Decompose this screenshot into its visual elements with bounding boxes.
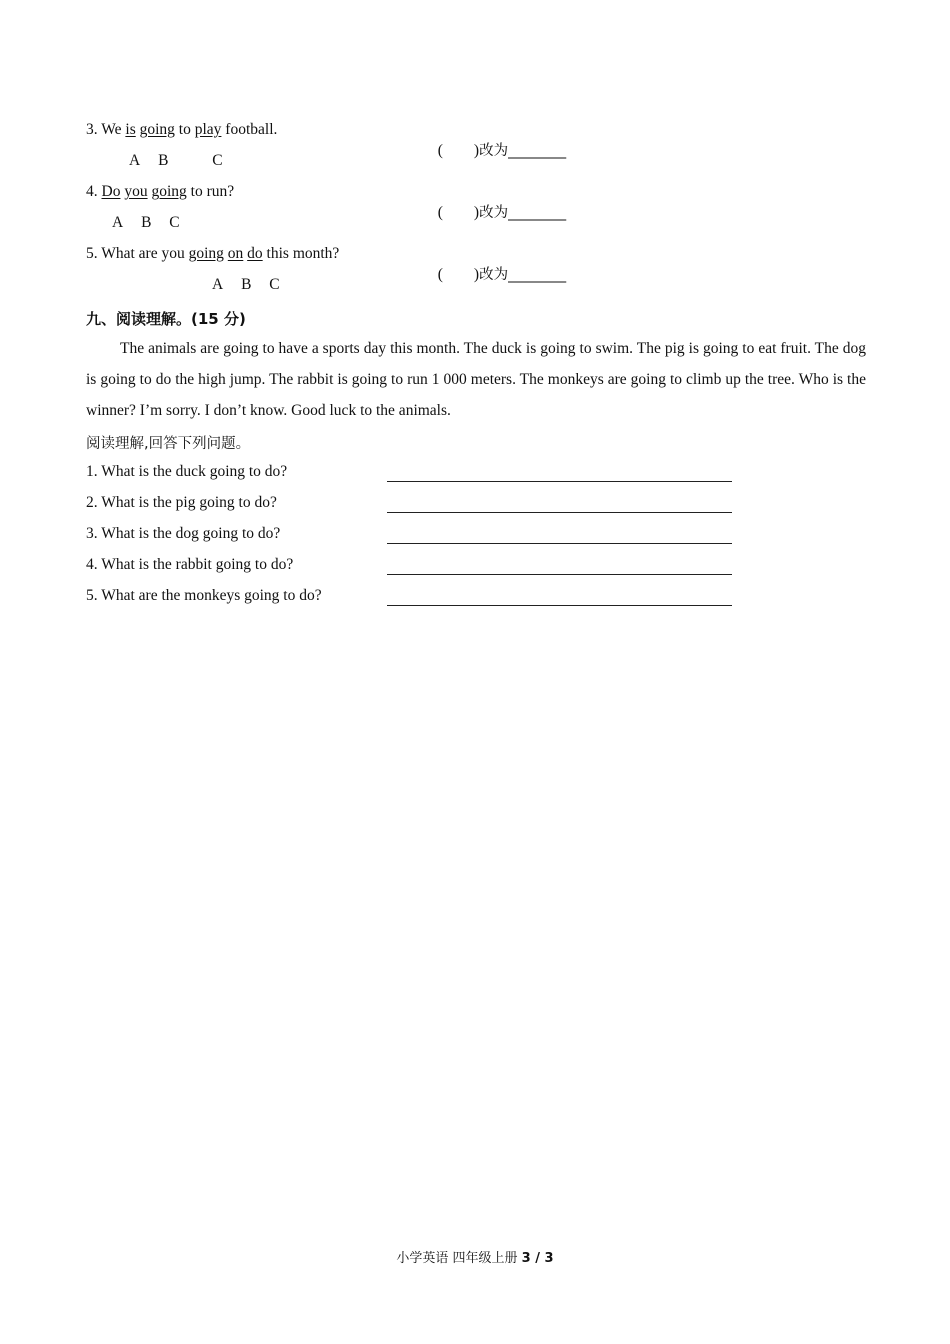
error-item-4 [86,183,234,201]
options-row-3: A B C [129,152,223,169]
options-row-5: A B C [212,276,280,293]
underlined-a: Do [101,183,121,200]
answer-line-5[interactable] [387,605,732,606]
sentence: We is going to play football. [101,121,278,138]
answer-line-4[interactable] [387,574,732,575]
underlined-b: going [139,121,175,138]
page-number: 3 [521,1251,531,1266]
underlined-b: you [124,183,148,200]
answer-line-3[interactable] [387,543,732,544]
page-total: 3 [544,1251,554,1266]
underlined-c: play [194,121,222,138]
answer-bracket-5[interactable]: ( )改为________ [437,266,567,283]
question-1: 1. What is the duck going to do? [86,463,288,480]
question-5: 5. What are the monkeys going to do? [86,587,322,604]
error-item-5 [86,245,339,263]
answer-line-1[interactable] [387,481,732,482]
item-number: 3. [86,121,98,138]
question-4: 4. What is the rabbit going to do? [86,556,294,573]
question-2: 2. What is the pig going to do? [86,494,277,511]
correction-blank: 改为________ [479,143,567,159]
options-row-4: A B C [112,214,180,231]
underlined-a: going [188,245,224,262]
error-item-3 [86,121,277,139]
correction-blank: 改为________ [479,267,567,283]
item-number: 5. [86,245,98,262]
page-footer: 小学英语 四年级上册 3 / 3 [396,1251,554,1266]
underlined-c: going [151,183,187,200]
underlined-a: is [125,121,136,138]
correction-blank: 改为________ [479,205,567,221]
answer-bracket-3[interactable]: ( )改为________ [437,142,567,159]
section-heading: 九、阅读理解。(15 分) [86,310,246,328]
reading-passage: The animals are going to have a sports day this month. The duck is going to swim. The pig is going to eat fruit. The dog is going to do the high jump. The rabbit is going to run 1 000 meters. The monkeys are going to climb up the tree. Who is the winner? I’m sorry. I don’t know. Good luck to the animals. [86,340,866,419]
item-number: 4. [86,183,98,200]
underlined-b: on [227,245,244,262]
sentence: What are you going on do this month? [101,245,340,262]
underlined-c: do [247,245,263,262]
answer-bracket-4[interactable]: ( )改为________ [437,204,567,221]
question-3: 3. What is the dog going to do? [86,525,281,542]
instruction: 阅读理解,回答下列问题。 [86,436,251,452]
answer-line-2[interactable] [387,512,732,513]
sentence: Do you going to run? [101,183,235,200]
